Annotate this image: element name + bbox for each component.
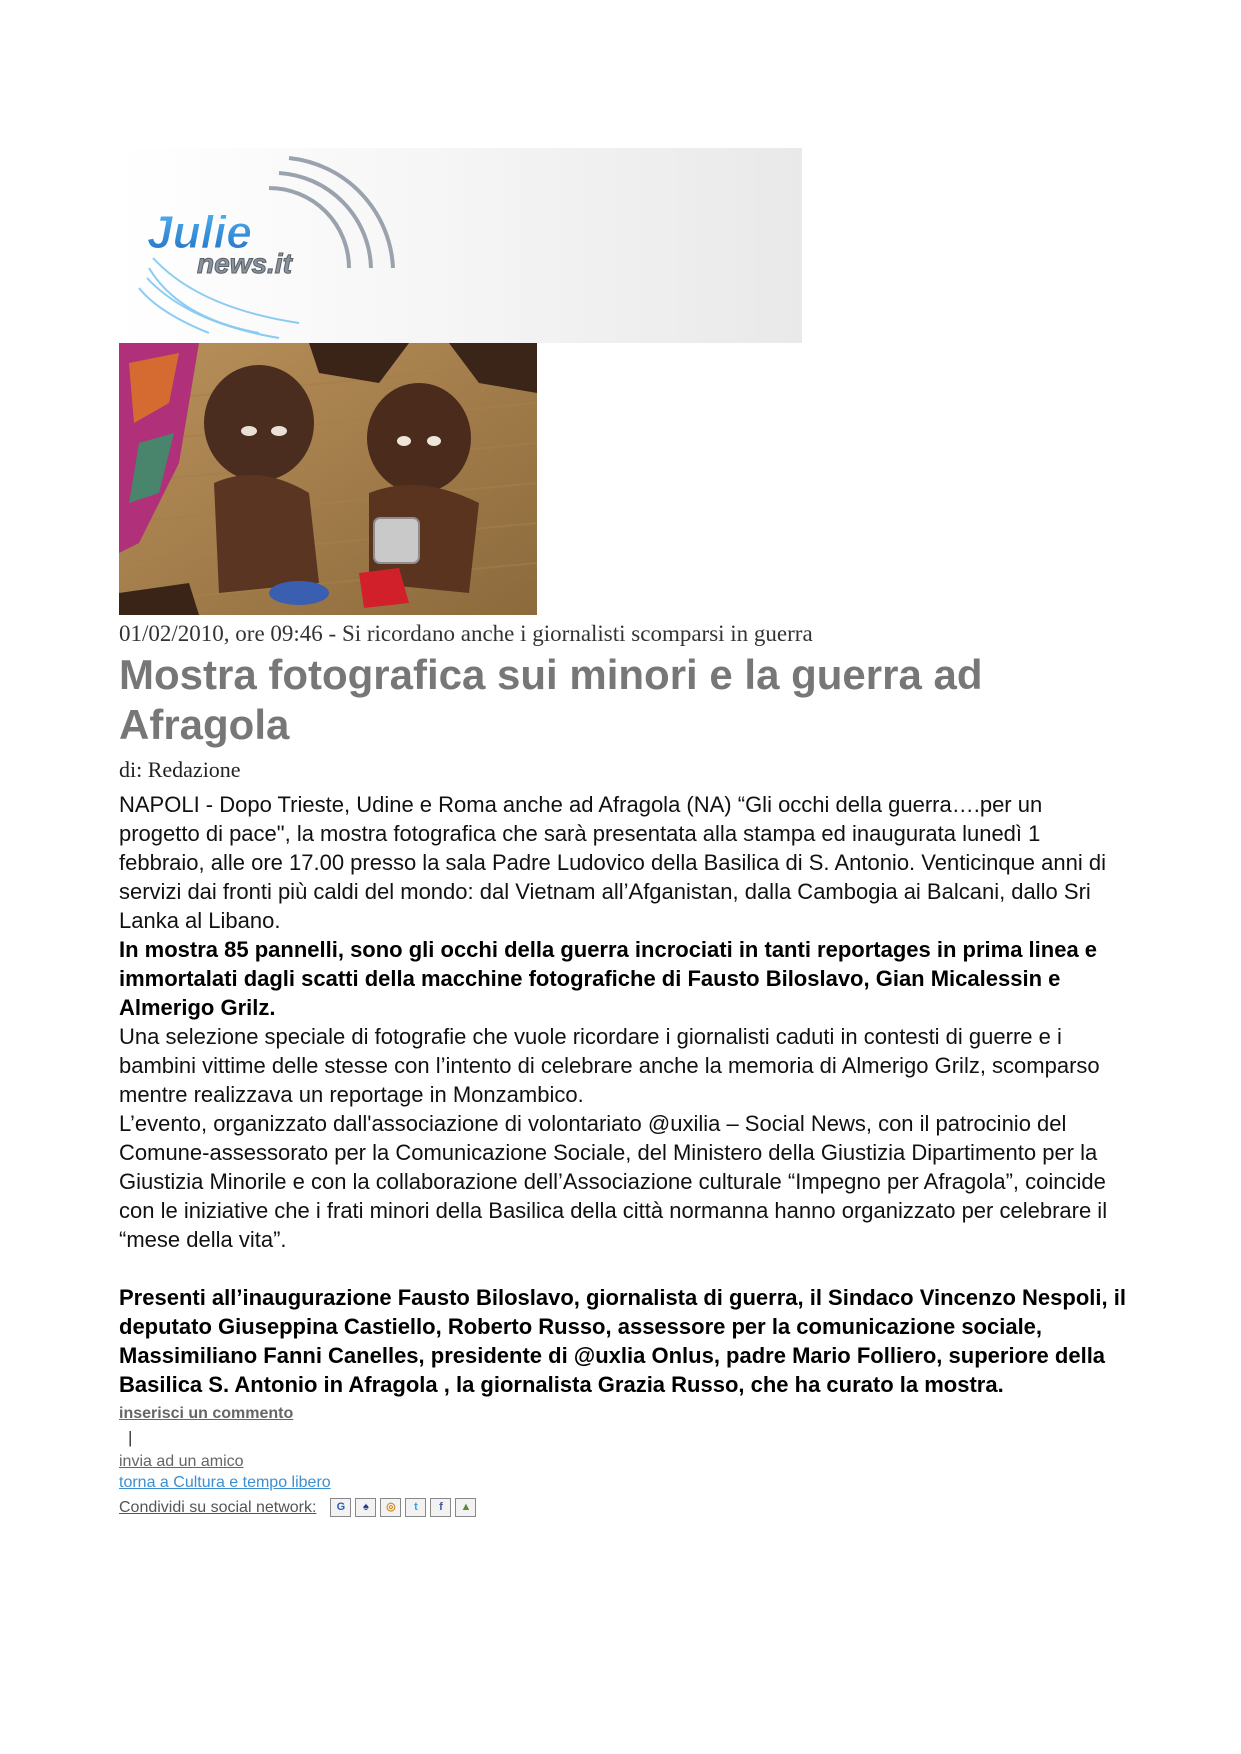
paragraph-panels: In mostra 85 pannelli, sono gli occhi della guerra incrociati in tanti reportages in prima linea e immortalati dagli scatti della macchine fotografiche di Fausto Biloslavo, Gian Micalessin e Almerigo Grilz. — [119, 937, 1098, 1020]
article-body — [119, 790, 1129, 1399]
julie-news-logo-icon — [119, 148, 802, 343]
article-author: di: Redazione — [119, 757, 241, 782]
paragraph-selection: Una selezione speciale di fotografie che vuole ricordare i giornalisti caduti in contesti di guerre e i bambini vittime delle stesse con l’intento di celebrare anche la memoria di Almerigo Grilz, scomparso mentre realizzava un reportage in Monzambico. — [119, 1024, 1100, 1107]
article-title — [119, 650, 1129, 750]
article-title-line-1: Mostra fotografica sui minori e la guerra ad — [119, 651, 983, 698]
share-label: Condividi su social network: — [119, 1499, 317, 1516]
facebook-share-icon[interactable]: f — [430, 1498, 451, 1517]
social-icons — [330, 1498, 476, 1517]
logo-julie-text: Julie — [147, 206, 252, 258]
paragraph-intro: NAPOLI - Dopo Trieste, Udine e Roma anche ad Afragola (NA) “Gli occhi della guerra….per un progetto di pace", la mostra fotografica che sarà presentata alla stampa ed inaugurata lunedì 1 febbraio, alle ore 17.00 presso la sala Padre Ludovico della Basilica di S. Antonio. Venticinque anni di servizi dai fronti più caldi del mondo: dal Vietnam all’Afganistan, dalla Cambogia ai Balcani, dallo Sri Lanka al Libano. — [119, 792, 1106, 933]
send-to-friend-link[interactable]: invia ad un amico — [119, 1453, 244, 1470]
logo-news-text: news.it — [197, 248, 292, 279]
article-dateline: 01/02/2010, ore 09:46 - Si ricordano anche i giornalisti scomparsi in guerra — [119, 621, 813, 646]
page — [119, 148, 1129, 1518]
article-title-line-2: Afragola — [119, 701, 290, 748]
myspace-share-icon[interactable]: ♠ — [355, 1498, 376, 1517]
article-links — [119, 1403, 1129, 1518]
children-photo — [119, 343, 537, 615]
share-row — [119, 1497, 1129, 1518]
paragraph-event: L’evento, organizzato dall'associazione di volontariato @uxilia – Social News, con il patrocinio del Comune-assessorato per la Comunicazione Sociale, del Ministero della Giustizia Dipartimento per la Giustizia Minorile e con la collaborazione dell’Associazione culturale “Impegno per Afragola”, coincide con le iniziative che i frati minori della Basilica della città normanna hanno organizzato per celebrare il “mese della vita”. — [119, 1111, 1108, 1252]
live-share-icon[interactable]: ▲ — [455, 1498, 476, 1517]
paragraph-attendees: Presenti all’inaugurazione Fausto Biloslavo, giornalista di guerra, il Sindaco Vincenzo Nespoli, il deputato Giuseppina Castiello, Roberto Russo, assessore per la comunicazione sociale, Massimiliano Fanni Canelles, presidente di @uxlia Onlus, padre Mario Folliero, superiore della Basilica S. Antonio in Afragola , la giornalista Grazia Russo, che ha curato la mostra. — [119, 1285, 1126, 1397]
site-banner[interactable] — [119, 148, 802, 343]
paragraph-gap — [119, 1254, 1129, 1283]
back-to-section-link[interactable]: torna a Cultura e tempo libero — [119, 1474, 331, 1491]
google-share-icon[interactable]: G — [330, 1498, 351, 1517]
delicious-share-icon[interactable]: ◎ — [380, 1498, 401, 1517]
twitter-share-icon[interactable]: t — [405, 1498, 426, 1517]
link-separator: | — [128, 1428, 133, 1447]
insert-comment-link[interactable]: inserisci un commento — [119, 1405, 294, 1422]
